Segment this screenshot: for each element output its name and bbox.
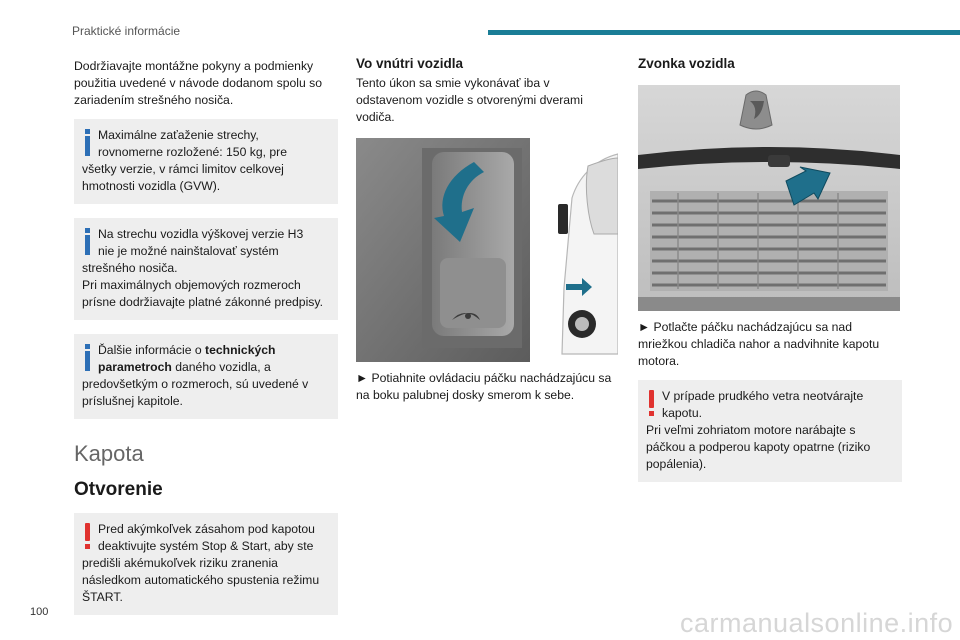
warning-note-stop-start: Pred akýmkoľvek zásahom pod kapotou deaktivujte systém Stop & Start, aby ste predišli akémukoľvek riziku zranenia následkom automatického spustenia režimu ŠTART.	[74, 513, 338, 615]
column-right	[638, 56, 902, 496]
illustration-grille-release	[638, 85, 900, 311]
warning-note-wind-hot-engine: V prípade prudkého vetra neotvárajte kapotu. Pri veľmi zohriatom motore narábajte s páčkou a podperou kapoty opatrne (riziko popálenia).	[638, 380, 902, 482]
roof-rack-intro: Dodržiavajte montážne pokyny a podmienky použitia uvedené v návode dodanom spolu so zariadením strešného nosiča.	[74, 59, 322, 107]
section-heading-kapota: Kapota	[74, 441, 144, 466]
page-number: 100	[30, 606, 49, 618]
watermark: carmanualsonline.info	[680, 608, 954, 638]
column-left	[74, 58, 338, 629]
header-accent-bar	[488, 30, 960, 35]
outside-vehicle-caption: ► Potlačte páčku nachádzajúcu sa nad mriežkou chladiča nahor a nadvihnite kapotu motora.	[638, 320, 880, 368]
warning-icon	[82, 523, 92, 549]
running-header: Praktické informácie	[72, 24, 181, 38]
inside-vehicle-intro: Tento úkon sa smie vykonávať iba v odstavenom vozidle s otvorenými dverami vodiča.	[356, 76, 583, 124]
info-note-h3-version: Na strechu vozidla výškovej verzie H3 nie je možné nainštalovať systém strešného nosiča. Pri maximálnych objemových rozmeroch prísne dodržiavajte platné zákonné predpisy.	[74, 218, 338, 320]
info-icon	[82, 129, 92, 155]
warning-icon	[646, 390, 656, 416]
info-note-roof-load: Maximálne zaťaženie strechy, rovnomerne rozložené: 150 kg, pre všetky verzie, v rámci limitov celkovej hmotnosti vozidla (GVW).	[74, 119, 338, 204]
info-icon	[82, 344, 92, 370]
heading-outside-vehicle: Zvonka vozidla	[638, 56, 735, 71]
info-icon	[82, 228, 92, 254]
inside-vehicle-caption: ► Potiahnite ovládaciu páčku nachádzajúcu sa na boku palubnej dosky smerom k sebe.	[356, 371, 612, 402]
heading-inside-vehicle: Vo vnútri vozidla	[356, 56, 464, 71]
subsection-heading-otvorenie: Otvorenie	[74, 479, 163, 500]
info-note-technical-parameters: Ďalšie informácie o technických parametroch daného vozidla, a predovšetkým o rozmeroch, sú uvedené v príslušnej kapitole.	[74, 334, 338, 419]
column-middle	[356, 56, 618, 404]
illustration-interior-release	[356, 138, 618, 362]
